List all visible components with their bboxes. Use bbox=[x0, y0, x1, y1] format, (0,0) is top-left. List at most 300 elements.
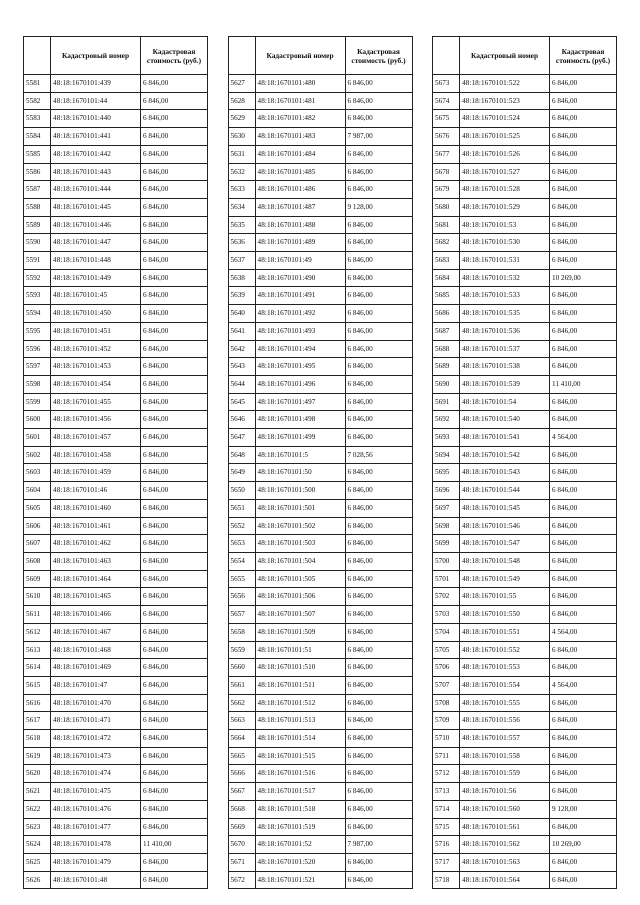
table-row bbox=[433, 552, 617, 570]
row-number: 5633 bbox=[228, 181, 255, 199]
cadastral-number: 48:18:1670101:53 bbox=[460, 216, 550, 234]
table-row bbox=[24, 411, 208, 429]
cadastral-value: 6 846,00 bbox=[141, 252, 208, 270]
cadastral-number: 48:18:1670101:475 bbox=[51, 783, 141, 801]
table-row bbox=[228, 676, 412, 694]
cadastral-number: 48:18:1670101:503 bbox=[255, 535, 345, 553]
row-number: 5641 bbox=[228, 322, 255, 340]
table-row bbox=[433, 783, 617, 801]
row-number: 5675 bbox=[433, 110, 460, 128]
cadastral-number: 48:18:1670101:486 bbox=[255, 181, 345, 199]
cadastral-value: 6 846,00 bbox=[141, 623, 208, 641]
cadastral-value: 6 846,00 bbox=[550, 783, 617, 801]
row-number: 5637 bbox=[228, 252, 255, 270]
cadastral-number: 48:18:1670101:455 bbox=[51, 393, 141, 411]
cadastral-value: 6 846,00 bbox=[345, 588, 412, 606]
cadastral-value: 6 846,00 bbox=[141, 128, 208, 146]
cadastral-number: 48:18:1670101:552 bbox=[460, 641, 550, 659]
header-cadastral-number: Кадастровый номер bbox=[460, 37, 550, 75]
table-row bbox=[24, 482, 208, 500]
cadastral-value: 6 846,00 bbox=[141, 411, 208, 429]
table-row bbox=[228, 234, 412, 252]
row-number: 5685 bbox=[433, 287, 460, 305]
cadastral-value: 6 846,00 bbox=[141, 75, 208, 93]
row-number: 5698 bbox=[433, 517, 460, 535]
row-number: 5601 bbox=[24, 429, 51, 447]
cadastral-number: 48:18:1670101:47 bbox=[51, 676, 141, 694]
cadastral-value: 6 846,00 bbox=[550, 393, 617, 411]
cadastral-value: 6 846,00 bbox=[550, 411, 617, 429]
row-number: 5644 bbox=[228, 375, 255, 393]
cadastral-number: 48:18:1670101:499 bbox=[255, 429, 345, 447]
cadastral-value: 6 846,00 bbox=[345, 216, 412, 234]
row-number: 5702 bbox=[433, 588, 460, 606]
table-row bbox=[228, 588, 412, 606]
cadastral-number: 48:18:1670101:496 bbox=[255, 375, 345, 393]
cadastral-number: 48:18:1670101:519 bbox=[255, 818, 345, 836]
table-row bbox=[433, 836, 617, 854]
row-number: 5647 bbox=[228, 429, 255, 447]
cadastral-number: 48:18:1670101:452 bbox=[51, 340, 141, 358]
cadastral-value: 6 846,00 bbox=[345, 145, 412, 163]
table-row bbox=[228, 818, 412, 836]
row-number: 5673 bbox=[433, 75, 460, 93]
table-row bbox=[433, 712, 617, 730]
cadastral-number: 48:18:1670101:449 bbox=[51, 269, 141, 287]
cadastral-value: 6 846,00 bbox=[141, 730, 208, 748]
table-row bbox=[433, 517, 617, 535]
cadastral-value: 6 846,00 bbox=[550, 694, 617, 712]
table-row bbox=[433, 322, 617, 340]
table-row bbox=[24, 464, 208, 482]
cadastral-value: 6 846,00 bbox=[141, 429, 208, 447]
cadastral-value: 6 846,00 bbox=[345, 110, 412, 128]
table-row bbox=[24, 340, 208, 358]
cadastral-number: 48:18:1670101:46 bbox=[51, 482, 141, 500]
cadastral-value: 6 846,00 bbox=[345, 641, 412, 659]
row-number: 5715 bbox=[433, 818, 460, 836]
row-number: 5672 bbox=[228, 871, 255, 889]
cadastral-value: 6 846,00 bbox=[141, 393, 208, 411]
cadastral-number: 48:18:1670101:482 bbox=[255, 110, 345, 128]
cadastral-number: 48:18:1670101:513 bbox=[255, 712, 345, 730]
cadastral-number: 48:18:1670101:524 bbox=[460, 110, 550, 128]
table-row bbox=[228, 694, 412, 712]
cadastral-value: 6 846,00 bbox=[141, 145, 208, 163]
cadastral-number: 48:18:1670101:445 bbox=[51, 198, 141, 216]
cadastral-number: 48:18:1670101:553 bbox=[460, 659, 550, 677]
cadastral-value: 6 846,00 bbox=[141, 606, 208, 624]
cadastral-number: 48:18:1670101:446 bbox=[51, 216, 141, 234]
row-number: 5693 bbox=[433, 429, 460, 447]
cadastral-value: 6 846,00 bbox=[550, 606, 617, 624]
cadastral-value: 6 846,00 bbox=[141, 641, 208, 659]
cadastral-number: 48:18:1670101:473 bbox=[51, 747, 141, 765]
cadastral-value: 6 846,00 bbox=[550, 747, 617, 765]
row-number: 5612 bbox=[24, 623, 51, 641]
table-row bbox=[24, 305, 208, 323]
row-number: 5643 bbox=[228, 358, 255, 376]
table-row bbox=[228, 482, 412, 500]
cadastral-number: 48:18:1670101:536 bbox=[460, 322, 550, 340]
cadastral-number: 48:18:1670101:494 bbox=[255, 340, 345, 358]
table-row bbox=[228, 75, 412, 93]
table-row bbox=[433, 641, 617, 659]
cadastral-value: 6 846,00 bbox=[141, 375, 208, 393]
cadastral-value: 6 846,00 bbox=[345, 853, 412, 871]
row-number: 5707 bbox=[433, 676, 460, 694]
table-row bbox=[24, 641, 208, 659]
table-row bbox=[228, 198, 412, 216]
cadastral-value: 6 846,00 bbox=[345, 499, 412, 517]
cadastral-value: 6 846,00 bbox=[550, 75, 617, 93]
table-row bbox=[433, 92, 617, 110]
cadastral-value: 6 846,00 bbox=[550, 163, 617, 181]
table-row bbox=[228, 535, 412, 553]
table-row bbox=[24, 110, 208, 128]
cadastral-number: 48:18:1670101:512 bbox=[255, 694, 345, 712]
row-number: 5694 bbox=[433, 446, 460, 464]
row-number: 5609 bbox=[24, 570, 51, 588]
table-row bbox=[228, 659, 412, 677]
cadastral-number: 48:18:1670101:498 bbox=[255, 411, 345, 429]
cadastral-value: 6 846,00 bbox=[345, 234, 412, 252]
table-row bbox=[228, 499, 412, 517]
table-row bbox=[24, 783, 208, 801]
table-row bbox=[228, 853, 412, 871]
cadastral-number: 48:18:1670101:561 bbox=[460, 818, 550, 836]
cadastral-number: 48:18:1670101:44 bbox=[51, 92, 141, 110]
table-row bbox=[228, 128, 412, 146]
table-row bbox=[228, 623, 412, 641]
cadastral-value: 6 846,00 bbox=[345, 552, 412, 570]
table-row bbox=[24, 163, 208, 181]
cadastral-number: 48:18:1670101:530 bbox=[460, 234, 550, 252]
row-number: 5620 bbox=[24, 765, 51, 783]
row-number: 5690 bbox=[433, 375, 460, 393]
cadastral-value: 10 269,00 bbox=[550, 269, 617, 287]
cadastral-number: 48:18:1670101:442 bbox=[51, 145, 141, 163]
header-cadastral-value: Кадастровая стоимость (руб.) bbox=[550, 37, 617, 75]
cadastral-number: 48:18:1670101:470 bbox=[51, 694, 141, 712]
cadastral-value: 6 846,00 bbox=[550, 358, 617, 376]
cadastral-value: 7 987,00 bbox=[345, 836, 412, 854]
cadastral-value: 6 846,00 bbox=[345, 163, 412, 181]
row-number: 5714 bbox=[433, 800, 460, 818]
table-row bbox=[24, 322, 208, 340]
cadastral-number: 48:18:1670101:460 bbox=[51, 499, 141, 517]
cadastral-value: 6 846,00 bbox=[141, 517, 208, 535]
table-row bbox=[24, 446, 208, 464]
row-number: 5584 bbox=[24, 128, 51, 146]
table-row bbox=[24, 552, 208, 570]
cadastral-value: 6 846,00 bbox=[141, 659, 208, 677]
row-number: 5650 bbox=[228, 482, 255, 500]
cadastral-number: 48:18:1670101:526 bbox=[460, 145, 550, 163]
row-number: 5687 bbox=[433, 322, 460, 340]
cadastral-number: 48:18:1670101:468 bbox=[51, 641, 141, 659]
cadastral-value: 6 846,00 bbox=[345, 252, 412, 270]
row-number: 5656 bbox=[228, 588, 255, 606]
row-number: 5615 bbox=[24, 676, 51, 694]
cadastral-value: 6 846,00 bbox=[141, 446, 208, 464]
row-number: 5716 bbox=[433, 836, 460, 854]
row-number: 5671 bbox=[228, 853, 255, 871]
row-number: 5652 bbox=[228, 517, 255, 535]
table-row bbox=[24, 145, 208, 163]
cadastral-value: 6 846,00 bbox=[345, 340, 412, 358]
table-row bbox=[433, 305, 617, 323]
row-number: 5700 bbox=[433, 552, 460, 570]
table-row bbox=[433, 287, 617, 305]
row-number: 5596 bbox=[24, 340, 51, 358]
cadastral-value: 6 846,00 bbox=[141, 676, 208, 694]
row-number: 5665 bbox=[228, 747, 255, 765]
row-number: 5632 bbox=[228, 163, 255, 181]
cadastral-number: 48:18:1670101:539 bbox=[460, 375, 550, 393]
cadastral-number: 48:18:1670101:522 bbox=[460, 75, 550, 93]
table-row bbox=[24, 429, 208, 447]
cadastral-number: 48:18:1670101:484 bbox=[255, 145, 345, 163]
cadastral-value: 6 846,00 bbox=[345, 269, 412, 287]
cadastral-value: 6 846,00 bbox=[550, 110, 617, 128]
cadastral-number: 48:18:1670101:476 bbox=[51, 800, 141, 818]
table-row bbox=[24, 499, 208, 517]
cadastral-number: 48:18:1670101:562 bbox=[460, 836, 550, 854]
cadastral-number: 48:18:1670101:451 bbox=[51, 322, 141, 340]
row-number: 5603 bbox=[24, 464, 51, 482]
cadastral-value: 6 846,00 bbox=[141, 181, 208, 199]
cadastral-value: 6 846,00 bbox=[141, 694, 208, 712]
row-number: 5678 bbox=[433, 163, 460, 181]
table-row bbox=[24, 358, 208, 376]
cadastral-number: 48:18:1670101:464 bbox=[51, 570, 141, 588]
cadastral-number: 48:18:1670101:453 bbox=[51, 358, 141, 376]
table-row bbox=[433, 588, 617, 606]
cadastral-value: 9 128,00 bbox=[550, 800, 617, 818]
row-number: 5642 bbox=[228, 340, 255, 358]
cadastral-number: 48:18:1670101:454 bbox=[51, 375, 141, 393]
cadastral-number: 48:18:1670101:50 bbox=[255, 464, 345, 482]
cadastral-number: 48:18:1670101:489 bbox=[255, 234, 345, 252]
cadastral-number: 48:18:1670101:51 bbox=[255, 641, 345, 659]
cadastral-value: 7 987,00 bbox=[345, 128, 412, 146]
cadastral-number: 48:18:1670101:521 bbox=[255, 871, 345, 889]
cadastral-value: 6 846,00 bbox=[345, 659, 412, 677]
row-number: 5619 bbox=[24, 747, 51, 765]
table-row bbox=[24, 92, 208, 110]
cadastral-value: 6 846,00 bbox=[141, 92, 208, 110]
cadastral-number: 48:18:1670101:557 bbox=[460, 730, 550, 748]
cadastral-value: 6 846,00 bbox=[550, 765, 617, 783]
cadastral-number: 48:18:1670101:54 bbox=[460, 393, 550, 411]
cadastral-value: 4 564,00 bbox=[550, 623, 617, 641]
table-row bbox=[433, 623, 617, 641]
cadastral-number: 48:18:1670101:506 bbox=[255, 588, 345, 606]
row-number: 5614 bbox=[24, 659, 51, 677]
table-row bbox=[433, 393, 617, 411]
row-number: 5645 bbox=[228, 393, 255, 411]
cadastral-value: 6 846,00 bbox=[141, 570, 208, 588]
cadastral-number: 48:18:1670101:447 bbox=[51, 234, 141, 252]
table-row bbox=[433, 800, 617, 818]
cadastral-number: 48:18:1670101:479 bbox=[51, 853, 141, 871]
cadastral-value: 6 846,00 bbox=[550, 588, 617, 606]
cadastral-number: 48:18:1670101:500 bbox=[255, 482, 345, 500]
cadastral-number: 48:18:1670101:525 bbox=[460, 128, 550, 146]
row-number: 5676 bbox=[433, 128, 460, 146]
row-number: 5617 bbox=[24, 712, 51, 730]
cadastral-value: 6 846,00 bbox=[550, 305, 617, 323]
cadastral-number: 48:18:1670101:551 bbox=[460, 623, 550, 641]
row-number: 5691 bbox=[433, 393, 460, 411]
row-number: 5718 bbox=[433, 871, 460, 889]
cadastral-number: 48:18:1670101:471 bbox=[51, 712, 141, 730]
row-number: 5670 bbox=[228, 836, 255, 854]
cadastral-number: 48:18:1670101:531 bbox=[460, 252, 550, 270]
cadastral-number: 48:18:1670101:541 bbox=[460, 429, 550, 447]
cadastral-number: 48:18:1670101:550 bbox=[460, 606, 550, 624]
cadastral-number: 48:18:1670101:56 bbox=[460, 783, 550, 801]
table-row bbox=[433, 358, 617, 376]
cadastral-number: 48:18:1670101:463 bbox=[51, 552, 141, 570]
cadastral-value: 6 846,00 bbox=[550, 340, 617, 358]
cadastral-value: 6 846,00 bbox=[550, 322, 617, 340]
row-number: 5703 bbox=[433, 606, 460, 624]
table-row bbox=[24, 730, 208, 748]
cadastral-value: 6 846,00 bbox=[550, 570, 617, 588]
cadastral-number: 48:18:1670101:504 bbox=[255, 552, 345, 570]
cadastral-number: 48:18:1670101:5 bbox=[255, 446, 345, 464]
cadastral-number: 48:18:1670101:510 bbox=[255, 659, 345, 677]
cadastral-value: 6 846,00 bbox=[141, 783, 208, 801]
table-row bbox=[228, 871, 412, 889]
row-number: 5666 bbox=[228, 765, 255, 783]
row-number: 5610 bbox=[24, 588, 51, 606]
cadastral-number: 48:18:1670101:547 bbox=[460, 535, 550, 553]
row-number: 5713 bbox=[433, 783, 460, 801]
row-number: 5684 bbox=[433, 269, 460, 287]
cadastral-value: 6 846,00 bbox=[141, 712, 208, 730]
cadastral-number: 48:18:1670101:529 bbox=[460, 198, 550, 216]
cadastral-number: 48:18:1670101:528 bbox=[460, 181, 550, 199]
cadastral-value: 6 846,00 bbox=[141, 552, 208, 570]
table-row bbox=[433, 163, 617, 181]
table-row bbox=[228, 340, 412, 358]
cadastral-number: 48:18:1670101:501 bbox=[255, 499, 345, 517]
row-number: 5623 bbox=[24, 818, 51, 836]
cadastral-number: 48:18:1670101:450 bbox=[51, 305, 141, 323]
header-cadastral-value: Кадастровая стоимость (руб.) bbox=[141, 37, 208, 75]
row-number: 5622 bbox=[24, 800, 51, 818]
cadastral-number: 48:18:1670101:523 bbox=[460, 92, 550, 110]
cadastral-number: 48:18:1670101:535 bbox=[460, 305, 550, 323]
table-row bbox=[228, 163, 412, 181]
row-number: 5682 bbox=[433, 234, 460, 252]
row-number: 5582 bbox=[24, 92, 51, 110]
cadastral-value: 6 846,00 bbox=[141, 747, 208, 765]
table-row bbox=[433, 145, 617, 163]
cadastral-value: 6 846,00 bbox=[141, 216, 208, 234]
table-row bbox=[433, 535, 617, 553]
table-row bbox=[433, 216, 617, 234]
table-row bbox=[228, 411, 412, 429]
table-row bbox=[433, 818, 617, 836]
cadastral-number: 48:18:1670101:457 bbox=[51, 429, 141, 447]
table-row bbox=[433, 499, 617, 517]
table-row bbox=[24, 606, 208, 624]
cadastral-number: 48:18:1670101:555 bbox=[460, 694, 550, 712]
cadastral-number: 48:18:1670101:481 bbox=[255, 92, 345, 110]
cadastral-number: 48:18:1670101:55 bbox=[460, 588, 550, 606]
cadastral-value: 6 846,00 bbox=[345, 570, 412, 588]
table-row bbox=[24, 676, 208, 694]
cadastral-number: 48:18:1670101:495 bbox=[255, 358, 345, 376]
row-number: 5618 bbox=[24, 730, 51, 748]
row-number: 5677 bbox=[433, 145, 460, 163]
cadastral-number: 48:18:1670101:538 bbox=[460, 358, 550, 376]
cadastral-number: 48:18:1670101:459 bbox=[51, 464, 141, 482]
row-number: 5692 bbox=[433, 411, 460, 429]
cadastral-number: 48:18:1670101:502 bbox=[255, 517, 345, 535]
table-row bbox=[24, 712, 208, 730]
table-row bbox=[24, 375, 208, 393]
table-row bbox=[433, 411, 617, 429]
cadastral-number: 48:18:1670101:462 bbox=[51, 535, 141, 553]
row-number: 5674 bbox=[433, 92, 460, 110]
cadastral-number: 48:18:1670101:439 bbox=[51, 75, 141, 93]
cadastral-value: 6 846,00 bbox=[345, 92, 412, 110]
table-row bbox=[228, 641, 412, 659]
cadastral-value: 11 410,00 bbox=[550, 375, 617, 393]
cadastral-value: 6 846,00 bbox=[141, 163, 208, 181]
cadastral-number: 48:18:1670101:492 bbox=[255, 305, 345, 323]
cadastral-value: 6 846,00 bbox=[141, 800, 208, 818]
table-row bbox=[433, 606, 617, 624]
table-row bbox=[433, 482, 617, 500]
table-row bbox=[24, 287, 208, 305]
row-number: 5659 bbox=[228, 641, 255, 659]
cadastral-number: 48:18:1670101:472 bbox=[51, 730, 141, 748]
table-row bbox=[228, 216, 412, 234]
row-number: 5639 bbox=[228, 287, 255, 305]
row-number: 5591 bbox=[24, 252, 51, 270]
row-number: 5592 bbox=[24, 269, 51, 287]
row-number: 5593 bbox=[24, 287, 51, 305]
table-row bbox=[24, 853, 208, 871]
table-row bbox=[433, 110, 617, 128]
cadastral-value: 6 846,00 bbox=[345, 517, 412, 535]
cadastral-number: 48:18:1670101:532 bbox=[460, 269, 550, 287]
table-row bbox=[24, 517, 208, 535]
row-number: 5686 bbox=[433, 305, 460, 323]
row-number: 5611 bbox=[24, 606, 51, 624]
row-number: 5708 bbox=[433, 694, 460, 712]
table-row bbox=[228, 252, 412, 270]
row-number: 5586 bbox=[24, 163, 51, 181]
table-row bbox=[228, 464, 412, 482]
cadastral-number: 48:18:1670101:490 bbox=[255, 269, 345, 287]
table-row bbox=[228, 800, 412, 818]
header-cadastral-number: Кадастровый номер bbox=[51, 37, 141, 75]
table-row bbox=[24, 747, 208, 765]
cadastral-value: 6 846,00 bbox=[345, 181, 412, 199]
row-number: 5655 bbox=[228, 570, 255, 588]
cadastral-number: 48:18:1670101:564 bbox=[460, 871, 550, 889]
row-number: 5636 bbox=[228, 234, 255, 252]
table-row bbox=[433, 181, 617, 199]
cadastral-value: 6 846,00 bbox=[345, 747, 412, 765]
